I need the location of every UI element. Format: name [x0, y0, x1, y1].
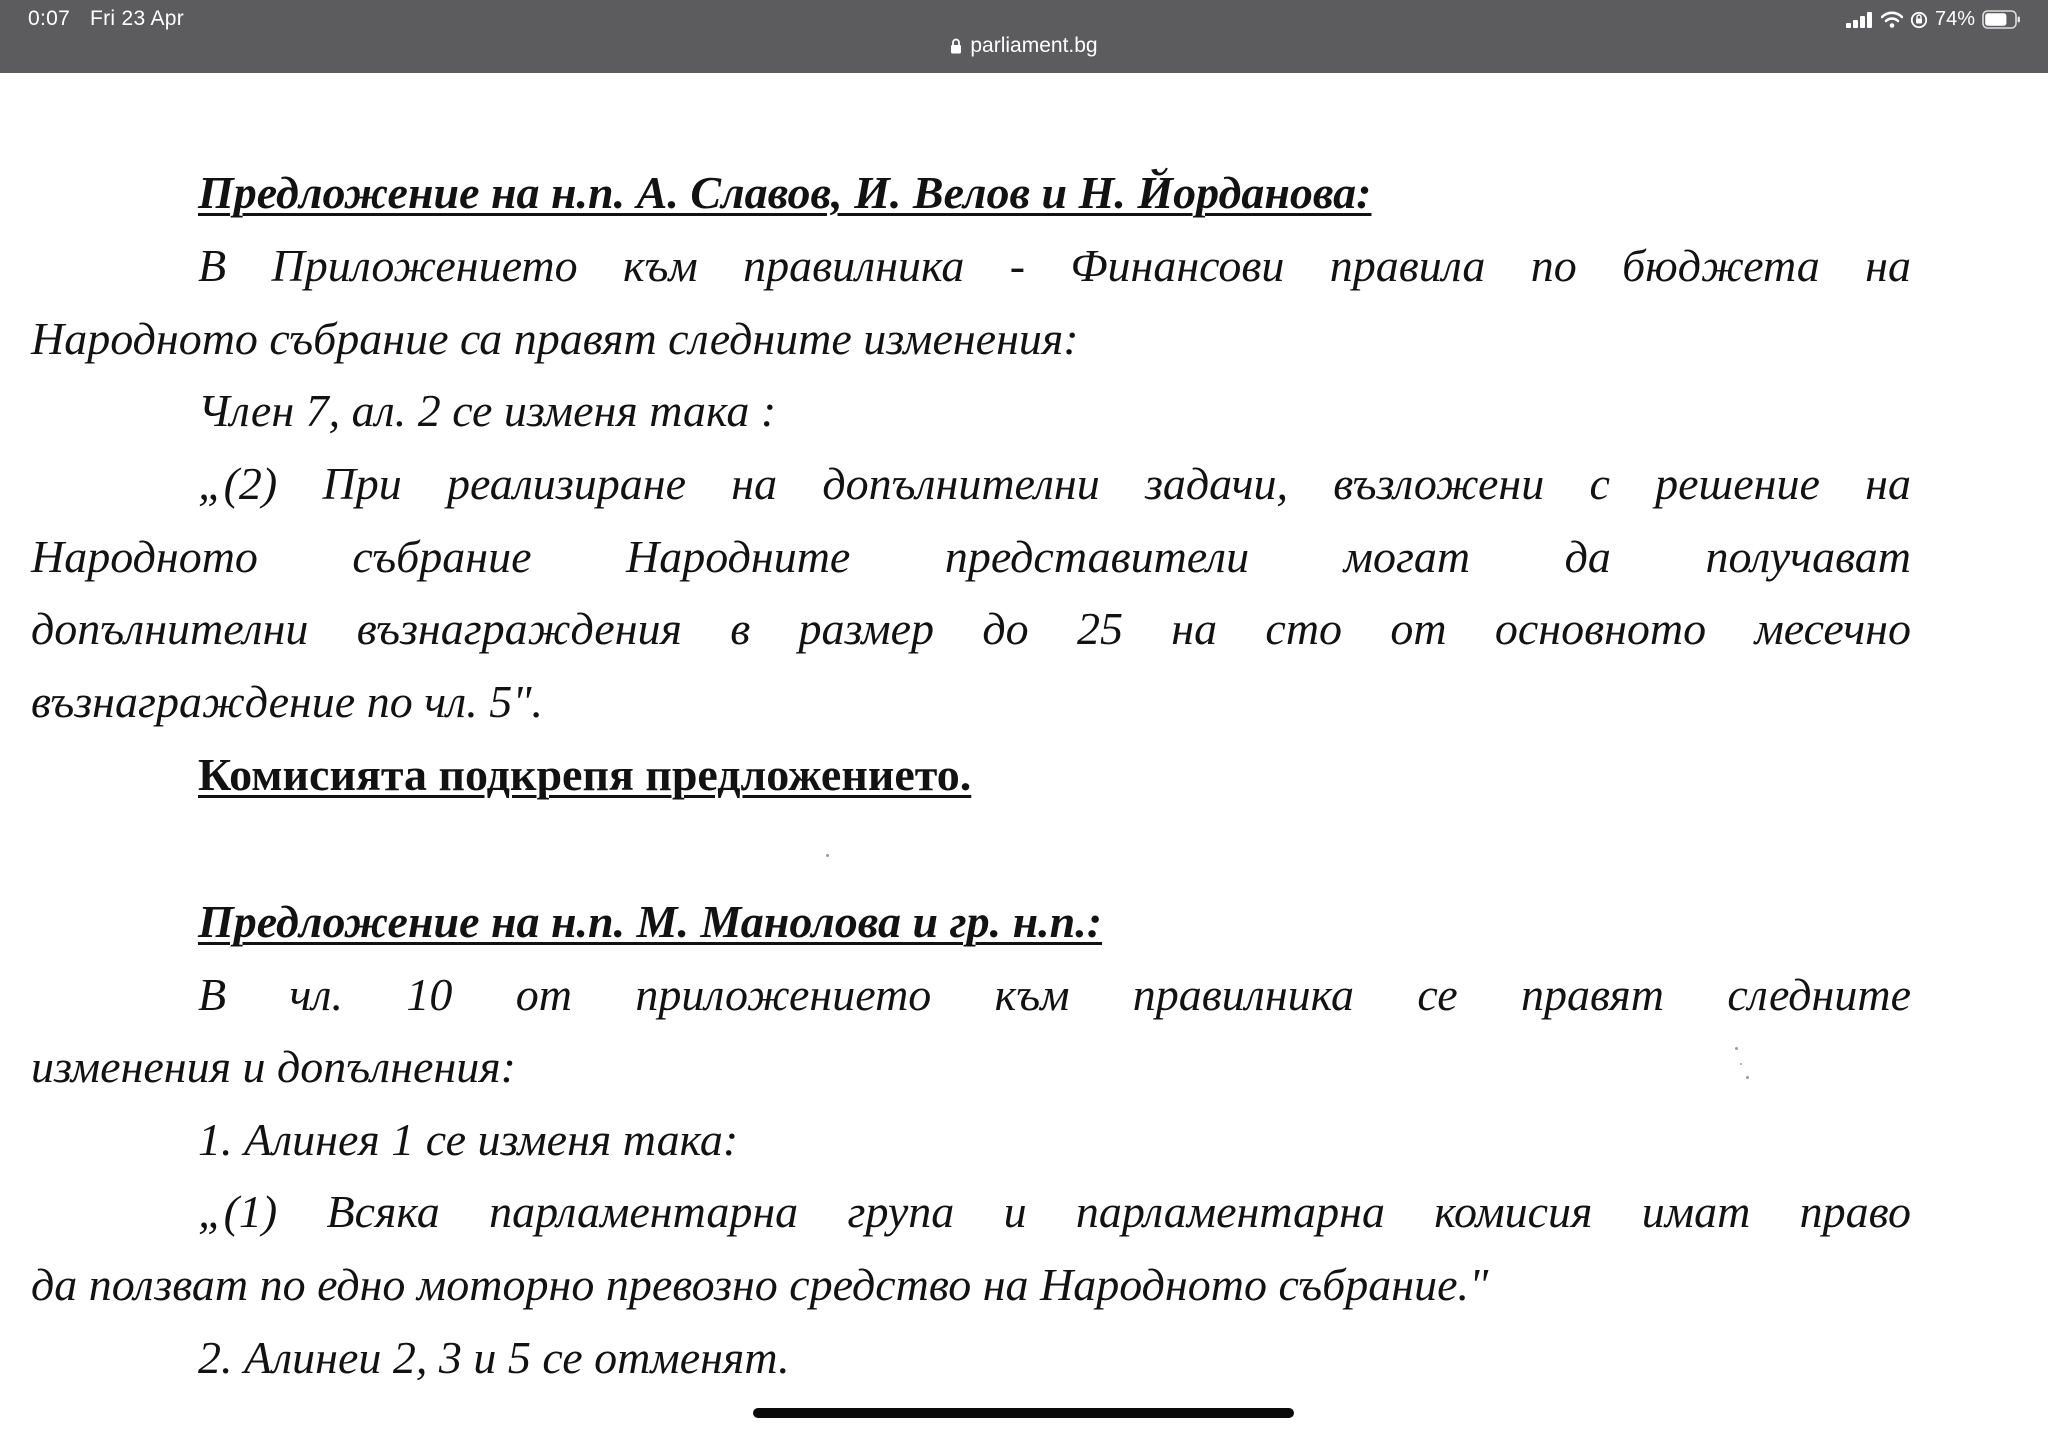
address-bar[interactable] [0, 34, 2048, 60]
scan-speck [1740, 1063, 1742, 1065]
proposal-2-line: „(1) Всяка парламентарна група и парламентарна комисия имат право [198, 1186, 1911, 1237]
status-bar [0, 0, 2048, 73]
proposal-1-heading: Предложение на н.п. А. Славов, И. Велов и Н. Йорданова: [198, 167, 1372, 218]
document-page [0, 73, 2048, 1431]
wifi-icon [1881, 11, 1903, 28]
scan-speck [826, 854, 829, 857]
proposal-1-line: Народното събрание са правят следните изменения: [31, 313, 1079, 364]
proposal-2-line: 2. Алинеи 2, 3 и 5 се отменят. [198, 1332, 790, 1383]
proposal-1-line: В Приложението към правилника - Финансови правила по бюджета на [198, 240, 1911, 291]
url-text[interactable]: parliament.bg [970, 34, 1098, 57]
proposal-1-line: „(2) При реализиране на допълнителни задачи, възложени с решение на [198, 458, 1911, 509]
battery-icon [1982, 10, 2022, 29]
proposal-1-line: Народното събрание Народните представители могат да получават [31, 531, 1911, 582]
status-time: 0:07 [28, 7, 71, 30]
scan-speck [1735, 1047, 1738, 1050]
committee-conclusion: Комисията подкрепя предложението. [198, 749, 972, 800]
proposal-2-line: 1. Алинея 1 се изменя така: [198, 1114, 739, 1165]
proposal-2-heading: Предложение на н.п. М. Манолова и гр. н.п.: [198, 896, 1103, 947]
orientation-lock-icon [1910, 11, 1928, 29]
signal-icon [1846, 12, 1874, 28]
proposal-1-line: Член 7, ал. 2 се изменя така : [198, 385, 777, 436]
lock-icon [950, 36, 962, 60]
proposal-1-line: допълнителни възнаграждения в размер до 25 на сто от основното месечно [31, 603, 1911, 654]
status-indicators [1846, 8, 2022, 31]
proposal-2-line: да ползват по едно моторно превозно средство на Народното събрание." [31, 1259, 1489, 1310]
scan-speck [1746, 1076, 1749, 1079]
proposal-2-line: изменения и допълнения: [31, 1041, 516, 1092]
proposal-2-line: В чл. 10 от приложението към правилника се правят следните [198, 969, 1911, 1020]
status-date: Fri 23 Apr [90, 7, 185, 30]
battery-percent: 74% [1934, 8, 1975, 30]
proposal-1-line: възнаграждение по чл. 5". [31, 676, 544, 727]
home-indicator[interactable] [753, 1408, 1294, 1418]
